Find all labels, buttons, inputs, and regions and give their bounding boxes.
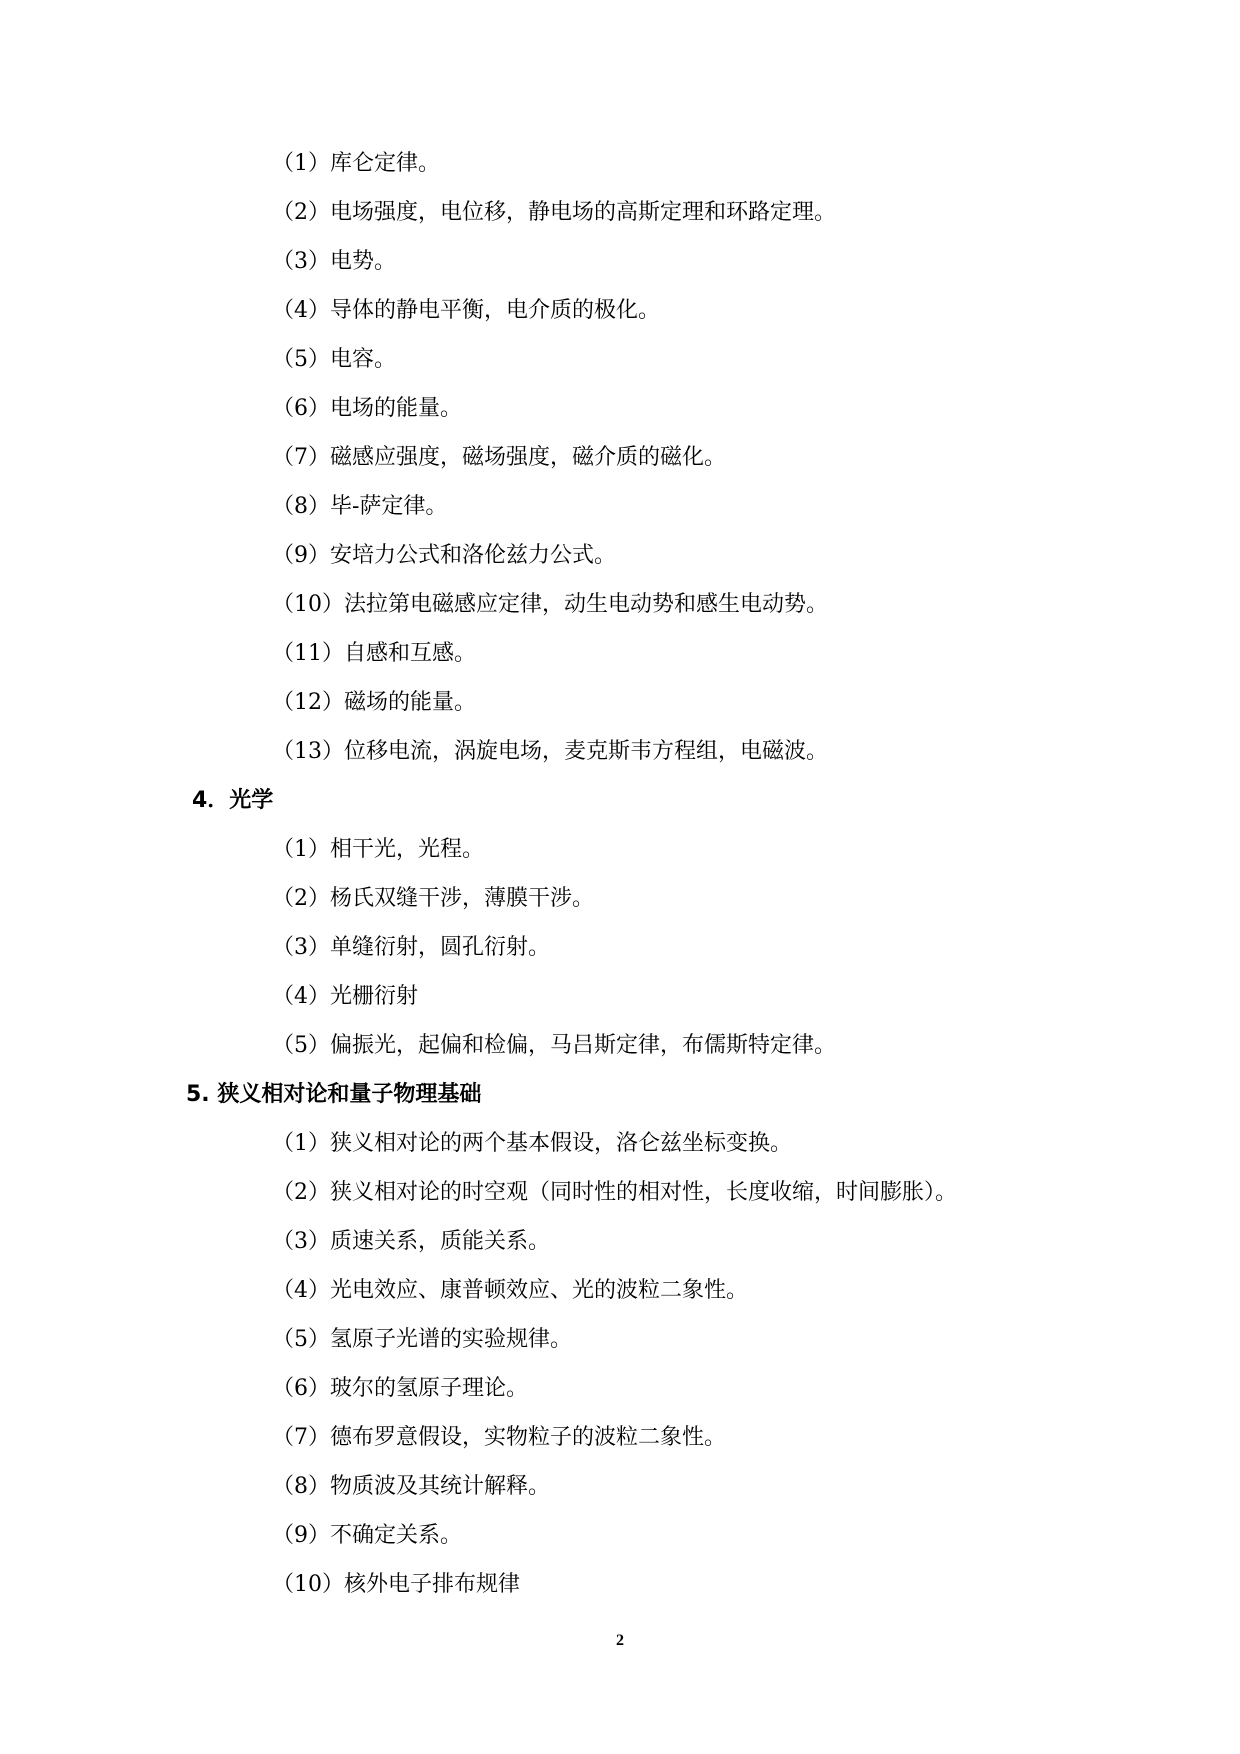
list-item: （13）位移电流，涡旋电场，麦克斯韦方程组，电磁波。 <box>272 739 828 764</box>
page-number: 2 <box>616 1632 624 1649</box>
list-item: （5）偏振光，起偏和检偏，马吕斯定律，布儒斯特定律。 <box>272 1033 836 1058</box>
list-item: （10）法拉第电磁感应定律，动生电动势和感生电动势。 <box>272 592 828 617</box>
section-heading-relativity-quantum: 5. 狭义相对论和量子物理基础 <box>186 1082 482 1107</box>
list-item: （1）狭义相对论的两个基本假设，洛仑兹坐标变换。 <box>272 1131 792 1156</box>
list-item: （2）狭义相对论的时空观（同时性的相对性，长度收缩，时间膨胀）。 <box>272 1180 957 1205</box>
list-item: （6）电场的能量。 <box>272 396 462 421</box>
list-item: （7）德布罗意假设，实物粒子的波粒二象性。 <box>272 1425 726 1450</box>
list-item: （2）杨氏双缝干涉，薄膜干涉。 <box>272 886 594 911</box>
list-item: （3）单缝衍射，圆孔衍射。 <box>272 935 550 960</box>
list-item: （6）玻尔的氢原子理论。 <box>272 1376 528 1401</box>
list-item: （12）磁场的能量。 <box>272 690 476 715</box>
list-item: （8）物质波及其统计解释。 <box>272 1474 550 1499</box>
list-item: （4）光电效应、康普顿效应、光的波粒二象性。 <box>272 1278 748 1303</box>
list-item: （10）核外电子排布规律 <box>272 1572 520 1597</box>
list-item: （5）电容。 <box>272 347 396 372</box>
list-item: （5）氢原子光谱的实验规律。 <box>272 1327 572 1352</box>
list-item: （7）磁感应强度，磁场强度，磁介质的磁化。 <box>272 445 726 470</box>
list-item: （1）相干光，光程。 <box>272 837 484 862</box>
list-item: （4）导体的静电平衡，电介质的极化。 <box>272 298 660 323</box>
section-heading-optics: 4．光学 <box>192 788 274 813</box>
list-item: （9）安培力公式和洛伦兹力公式。 <box>272 543 616 568</box>
list-item: （8）毕-萨定律。 <box>272 494 448 519</box>
list-item: （3）电势。 <box>272 249 396 274</box>
list-item: （9）不确定关系。 <box>272 1523 462 1548</box>
list-item: （2）电场强度，电位移，静电场的高斯定理和环路定理。 <box>272 200 836 225</box>
list-item: （11）自感和互感。 <box>272 641 476 666</box>
list-item: （4）光栅衍射 <box>272 984 418 1009</box>
list-item: （3）质速关系，质能关系。 <box>272 1229 550 1254</box>
list-item: （1）库仑定律。 <box>272 151 440 176</box>
